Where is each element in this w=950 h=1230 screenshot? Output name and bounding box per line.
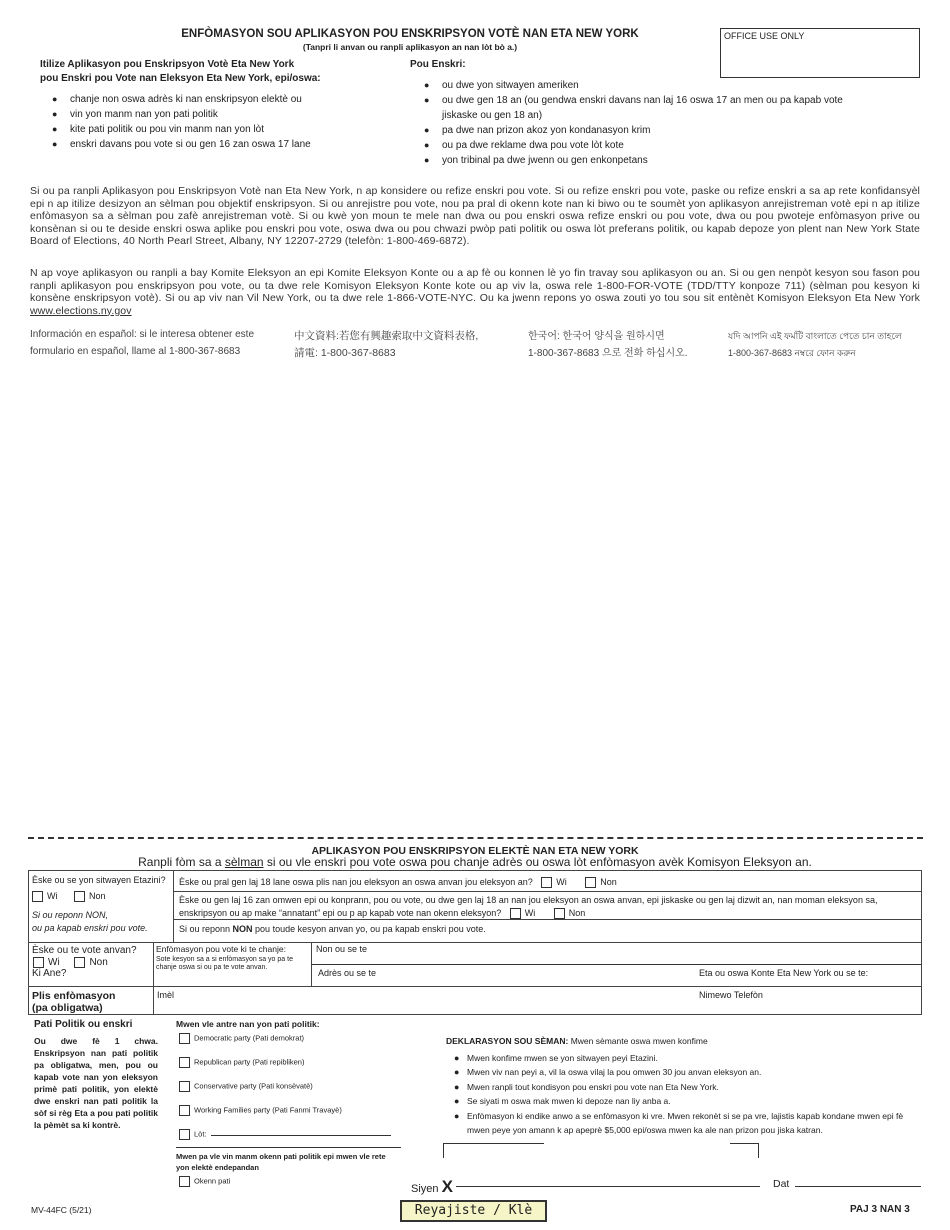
no-party-option (176, 1176, 230, 1187)
citizen-no-label: Non (89, 891, 106, 901)
more-info-line-2: (pa obligatwa) (32, 1002, 103, 1014)
usage-heading-2: pou Enskri pou Vote nan Eleksyon Eta New York, epi/oswa: (40, 73, 321, 84)
age18-yes-checkbox[interactable] (541, 877, 552, 888)
requirements-list (424, 78, 880, 168)
page-number: PAJ 3 NAN 3 (850, 1204, 910, 1215)
previous-vote-section (28, 942, 922, 987)
party-note: Ou dwe fè 1 chwa. Enskripsyon nan pati politik pa obligatwa, men, pou ou kapab vote nan yon eleksyon primè pati politik, yon elektè dwe enskri nan pati politik la sòf si règ Eta a pou pati politik la pèmèt sa ki kontrè. (34, 1036, 158, 1130)
phone-label: Nimewo Telefòn (699, 990, 763, 1000)
requirements-heading: Pou Enskri: (410, 59, 466, 70)
republican-label: Republican party (Pati repibliken) (194, 1057, 305, 1067)
age18-no-checkbox[interactable] (585, 877, 596, 888)
list-item: ● Mwen konfime mwen se yon sitwayen peyi Etazini. (454, 1051, 920, 1065)
age18-yes-label: Wi (556, 877, 567, 887)
age-question-16-text: Èske ou gen laj 16 zan omwen epi ou konprann, pou ou vote, ou dwe gen laj 18 an nan jou eleksyon an oswa anvan, epi jiskaske ou gen laj dizwit an, nan moman eleksyon sa, enskripsyon ou ap make “annatant” epi ou p ap kapab vote nan okenn eleksyon? (179, 895, 878, 918)
divider (173, 891, 921, 892)
declaration-heading (446, 1036, 708, 1046)
citizen-question: Èske ou se yon sitwayen Etazini? (32, 875, 166, 885)
voted-no-checkbox[interactable] (74, 957, 85, 968)
republican-checkbox[interactable] (179, 1057, 190, 1068)
former-county-label: Eta ou oswa Konte Eta New York ou se te: (699, 968, 869, 978)
other-party-checkbox[interactable] (179, 1129, 190, 1140)
age-note-post: pou toude kesyon anvan yo, ou pa kapab enskri pou vote. (252, 924, 486, 934)
voted-before-cell (29, 943, 154, 986)
bengali-line-2: 1-800-367-8683 নম্বরে ফোন করুন (728, 348, 856, 358)
list-item: ● ou dwe gen 18 an (ou gendwa enskri davans nan laj 16 oswa 17 an men ou pa kapab vote jiskaske ou gen 18 an) (424, 93, 880, 123)
divider (173, 919, 921, 920)
date-field[interactable] (795, 1186, 921, 1187)
chinese-line-1: 中文資料:若您有興趣索取中文資料表格, (294, 330, 479, 342)
more-info-section (28, 986, 922, 1015)
usage-column (40, 58, 390, 152)
conservative-label: Conservative party (Pati konsèvatè) (194, 1081, 313, 1091)
party-option (176, 1105, 406, 1129)
age18-no-label: Non (600, 877, 617, 887)
bengali-info (728, 328, 928, 362)
citizen-yes-checkbox[interactable] (32, 891, 43, 902)
signature-field[interactable] (456, 1186, 760, 1187)
citizen-options (29, 891, 173, 902)
working-families-checkbox[interactable] (179, 1105, 190, 1116)
list-item: ● Enfòmasyon ki endike anwo a se enfòmasyon ki vre. Mwen rekonèt si se pa vre, lajistis kapab kondane mwen epi fè mwen peye yon amann k ap apeprè $5,000 epi/oswa mwen ka ale nan prizon pou jiska katran. (454, 1109, 920, 1138)
democratic-label: Democratic party (Pati demokrat) (194, 1033, 305, 1043)
list-item: ● ou dwe yon sitwayen ameriken (424, 78, 880, 93)
age-note (179, 924, 909, 934)
reset-button[interactable]: Reyajiste / Klè (400, 1200, 547, 1222)
age-question-18-text: Èske ou pral gen laj 18 lane oswa plis nan jou eleksyon an oswa anvan jou eleksyon an? (179, 877, 533, 887)
refusal-paragraph: Si ou pa ranpli Aplikasyon pou Enskripsyon Votè nan Eta New York, n ap konsidere ou refize enskri pou vote. Si ou refize enskri pou vote, paske ou refize enskri a sa ap rete konfidansyèl epi n ap itilize desizyon an sèlman pou objektif enskripsyon. Si ou anrejistre pou vote, nou pa pral di okenn kote nan ki biwo ou te soumèt yon aplikasyon anrejistreman votè epi n ap itilize enfòmasyon sa a sèlman pou zafè anrejistreman votè. Si ou kwè yon moun te mele nan dwa ou pou enskri oswa refize enskri ou pou vote, dwa ou pou pwoteje enfòmasyon prive ou konsènan si ou te deside enskri oswa aplike pou enskri pou vote, oswa dwa ou pou chwazi pwòp pati politik ou oswa lòt preferans politik, ou kapab depoze yon plent nan New York State Board of Elections, 40 North Pearl Street, Albany, NY 12207-2729 (telefòn: 1-800-469-6872). (30, 185, 920, 248)
page-subtitle: (Tanpri li anvan ou ranpli aplikasyon an nan lòt bò a.) (302, 42, 518, 52)
spanish-line-1: Información en español: si le interesa obtener este (30, 329, 255, 340)
spanish-line-2: formulario en español, llame al 1-800-367-8683 (30, 346, 241, 357)
chinese-line-2: 請電: 1-800-367-8683 (294, 347, 396, 359)
bengali-line-1: যদি আপনি এই ফর্মটি বাংলাতে পেতে চান তাহলে (728, 331, 902, 341)
date-label: Dat (773, 1178, 790, 1190)
changed-info-cell (156, 945, 306, 973)
age16-yes-label: Wi (524, 908, 536, 918)
eligibility-section (28, 870, 922, 943)
voted-yes-checkbox[interactable] (33, 957, 44, 968)
more-info-line-1: Plis enfòmasyon (32, 990, 116, 1002)
office-use-label: OFFICE USE ONLY (724, 31, 805, 41)
sign-x-mark: X (441, 1177, 453, 1196)
cut-line (28, 837, 923, 839)
citizen-cell (29, 871, 174, 942)
changed-info-note: Sote kesyon sa a si enfòmasyon sa yo pa te chanje oswa si ou pa te vote anvan. (156, 955, 293, 971)
list-item: ● Mwen viv nan peyi a, vil la oswa vilaj la pou omwen 30 jou anvan eleksyon an. (454, 1065, 920, 1079)
party-question: Mwen vle antre nan yon pati politik: (176, 1019, 320, 1029)
sign-label-text: Siyen (411, 1183, 439, 1195)
party-option (176, 1033, 406, 1057)
list-item: ● Mwen ranpli tout kondisyon pou enskri pou vote nan Eta New York. (454, 1080, 920, 1094)
age-note-pre: Si ou reponn (179, 924, 233, 934)
former-name-label: Non ou se te (316, 944, 368, 954)
korean-line-2: 1-800-367-8683 으로 전화 하십시오. (528, 348, 688, 359)
spanish-info (30, 326, 285, 360)
conservative-checkbox[interactable] (179, 1081, 190, 1092)
page-title: ENFÒMASYON SOU APLIKASYON POU ENSKRIPSYON VOTÈ NAN ETA NEW YORK (181, 28, 639, 40)
divider (153, 987, 154, 1014)
party-option (176, 1057, 406, 1081)
email-label: Imèl (157, 990, 175, 1000)
declaration-subtitle: Mwen sèmante oswa mwen konfime (570, 1036, 708, 1046)
age16-yes-checkbox[interactable] (510, 908, 521, 919)
list-item: ● yon tribinal pa dwe jwenn ou gen enkonpetans (424, 153, 880, 168)
sign-label (411, 1177, 453, 1197)
email-field[interactable] (157, 1001, 697, 1013)
form-subtitle-post: si ou vle enskri pou vote oswa pou chanje adrès ou oswa lòt enfòmasyon avèk Komisyon Eleksyon an. (263, 855, 812, 869)
list-item: ● pa dwe nan prizon akoz yon kondanasyon krim (424, 123, 880, 138)
form-title: APLIKASYON POU ENSKRIPSYON ELEKTÈ NAN ETA NEW YORK (311, 845, 639, 857)
list-item: ● ou pa dwe reklame dwa pou vote lòt kote (424, 138, 880, 153)
form-code: MV-44FC (5/21) (31, 1205, 92, 1215)
other-party-field[interactable] (211, 1135, 391, 1136)
working-families-label: Working Families party (Pati Fanmi Travayè) (194, 1105, 342, 1115)
democratic-checkbox[interactable] (179, 1033, 190, 1044)
age16-no-label: Non (568, 908, 586, 918)
party-option (176, 1129, 406, 1153)
party-options (176, 1033, 406, 1153)
citizen-yes-label: Wi (47, 891, 58, 901)
age16-no-checkbox[interactable] (554, 908, 565, 919)
list-item: ● enskri davans pou vote si ou gen 16 zan oswa 17 lane (52, 137, 390, 152)
voted-year-label: Ki Ane? (32, 968, 67, 980)
list-item: ● Se siyati m oswa mak mwen ki depoze nan liy anba a. (454, 1094, 920, 1108)
signature-bracket-right (730, 1143, 759, 1158)
usage-list (52, 92, 390, 152)
usage-heading-1: Itilize Aplikasyon pou Enskripsyon Votè Eta New York (40, 59, 295, 70)
phone-field[interactable] (699, 1001, 919, 1013)
citizen-no-checkbox[interactable] (74, 891, 85, 902)
declaration-list (454, 1051, 920, 1137)
list-item: ● chanje non oswa adrès ki nan enskripsyon elektè ou (52, 92, 390, 107)
other-party-label: Lòt: (194, 1129, 207, 1139)
form-subtitle-pre: Ranpli fòm sa a (138, 855, 225, 869)
former-name-field[interactable] (311, 964, 921, 965)
signature-bracket-left (443, 1143, 544, 1158)
voted-yes-label: Wi (48, 957, 60, 969)
more-info-label (32, 990, 115, 1014)
korean-line-1: 한국어: 한국어 양식을 원하시면 (528, 331, 665, 342)
voted-before-options (29, 957, 153, 968)
party-option (176, 1081, 406, 1105)
list-item: ● kite pati politik ou pou vin manm nan yon lòt (52, 122, 390, 137)
voted-no-label: Non (89, 957, 108, 969)
form-subtitle-emphasis: sèlman (224, 855, 264, 869)
elections-website-link[interactable]: www.elections.ny.gov (30, 304, 132, 317)
divider (176, 1147, 401, 1148)
no-party-question: Mwen pa vle vin manm okenn pati politik epi mwen vle rete yon elektè endepandan (176, 1152, 386, 1172)
no-party-label: Okenn pati (194, 1176, 231, 1186)
korean-info (528, 328, 723, 362)
citizen-note-1: Si ou reponn NON, (32, 910, 109, 921)
contact-paragraph (30, 267, 920, 317)
citizen-note-2: ou pa kapab enskri pou vote. (32, 923, 148, 934)
contact-text: N ap voye aplikasyon ou ranpli a bay Komite Eleksyon an epi Komite Eleksyon Konte ou a ap fè ou konnen lè yo fin travay sou aplikasyon ou an. Si ou gen nenpòt kesyon sou fason pou ranpli aplikasyon pou enskripsyon pou vote, ou ta dwe rele Komisyon Eleksyon Konte kote ou ap viv la, oswa rele 1-800-FOR-VOTE (TDD/TTY konpoze 711) (sèlman pou kesyon ki konsène enskripsyon votè). Si ou ap viv nan Vil New York, ou ta dwe rele 1-866-VOTE-NYC. Ou ka jwenn repons yo oswa zouti yo tou sou sit entènèt Komisyon Eleksyon Eta New York (30, 267, 920, 305)
changed-info-label: Enfòmasyon pou vote ki te chanje: (156, 944, 286, 954)
party-heading: Pati Politik ou enskri (34, 1019, 133, 1030)
no-party-checkbox[interactable] (179, 1176, 190, 1187)
voted-before-question: Èske ou te vote anvan? (32, 945, 137, 956)
age-question-18 (179, 877, 909, 888)
list-item: ● vin yon manm nan yon pati politik (52, 107, 390, 122)
age-question-16 (179, 894, 917, 920)
requirements-column (410, 58, 880, 168)
age-note-bold: NON (232, 924, 253, 934)
chinese-info (294, 328, 519, 362)
form-subtitle (100, 855, 850, 869)
former-address-label: Adrès ou se te (318, 968, 377, 978)
declaration-title: DEKLARASYON SOU SÈMAN: (446, 1036, 569, 1046)
